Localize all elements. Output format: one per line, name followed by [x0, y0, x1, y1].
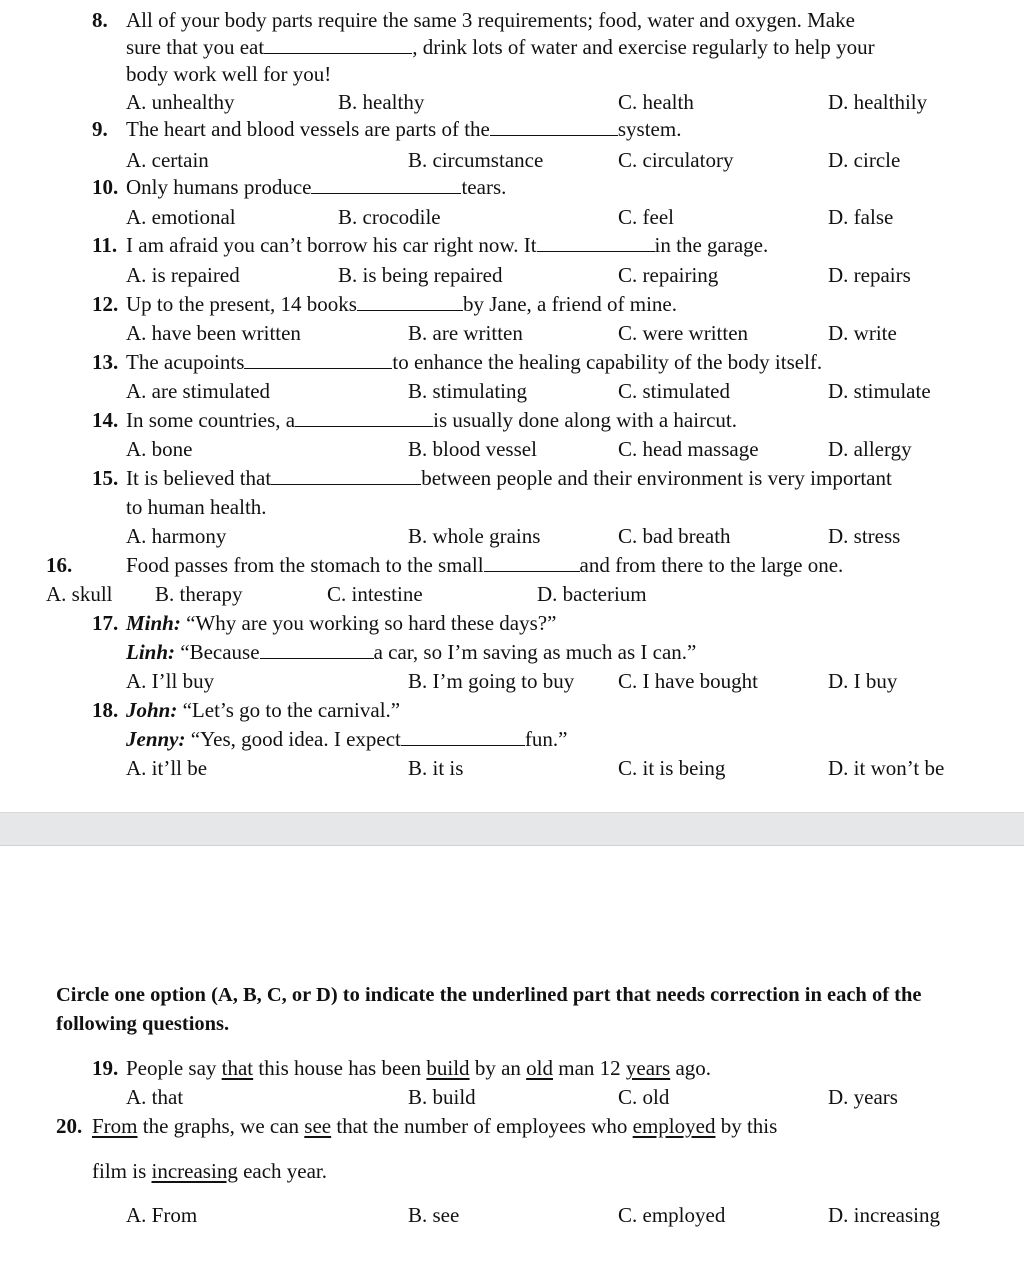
q15-number: 15. — [92, 466, 119, 490]
answer-blank[interactable] — [537, 233, 655, 252]
underlined-part: increasing — [151, 1159, 238, 1183]
q8-option-b[interactable]: B. healthy — [338, 90, 425, 114]
q8-number: 8. — [92, 8, 108, 32]
q14-option-a[interactable]: A. bone — [126, 437, 193, 461]
q17-line2: Linh: “Because a car, so I’m saving as much as I can.” — [126, 640, 697, 664]
answer-blank[interactable] — [295, 408, 433, 427]
answer-blank[interactable] — [357, 292, 463, 311]
q18-option-d[interactable]: D. it won’t be — [828, 756, 945, 780]
answer-blank[interactable] — [271, 466, 421, 485]
q14-option-b[interactable]: B. blood vessel — [408, 437, 537, 461]
q18-option-b[interactable]: B. it is — [408, 756, 464, 780]
q9-option-c[interactable]: C. circulatory — [618, 148, 734, 172]
q19-option-a[interactable]: A. that — [126, 1085, 184, 1109]
q8-option-d[interactable]: D. healthily — [828, 90, 928, 114]
q8-option-c[interactable]: C. health — [618, 90, 694, 114]
q14-number: 14. — [92, 408, 119, 432]
section-instruction: Circle one option (A, B, C, or D) to indicate the underlined part that needs correction in each of the following questions. — [56, 984, 922, 1035]
q14-option-d[interactable]: D. allergy — [828, 437, 912, 461]
q8-line1: All of your body parts require the same 3 requirements; food, water and oxygen. Make — [126, 8, 855, 32]
answer-blank[interactable] — [264, 35, 412, 54]
q8-line3: body work well for you! — [126, 62, 332, 86]
answer-blank[interactable] — [401, 727, 525, 746]
q13-option-c[interactable]: C. stimulated — [618, 379, 730, 403]
q18-option-a[interactable]: A. it’ll be — [126, 756, 208, 780]
q16-option-a[interactable]: A. skull — [46, 582, 113, 606]
underlined-part: employed — [632, 1114, 716, 1138]
q16-stem: Food passes from the stomach to the small and from there to the large one. — [126, 553, 844, 577]
q16-option-b[interactable]: B. therapy — [155, 582, 243, 606]
q14-option-c[interactable]: C. head massage — [618, 437, 759, 461]
q18-number: 18. — [92, 698, 119, 722]
q20-option-b[interactable]: B. see — [408, 1203, 460, 1227]
q13-stem: The acupoints to enhance the healing capability of the body itself. — [126, 350, 823, 374]
q15-stem: It is believed that between people and their environment is very important — [126, 466, 892, 490]
q15-option-a[interactable]: A. harmony — [126, 524, 227, 548]
q14-stem: In some countries, a is usually done along with a haircut. — [126, 408, 737, 432]
q10-option-b[interactable]: B. crocodile — [338, 205, 441, 229]
q12-option-c[interactable]: C. were written — [618, 321, 749, 345]
q20-number: 20. — [56, 1114, 83, 1138]
q13-option-a[interactable]: A. are stimulated — [126, 379, 271, 403]
q18-option-c[interactable]: C. it is being — [618, 756, 726, 780]
q17-number: 17. — [92, 611, 119, 635]
q9-option-b[interactable]: B. circumstance — [408, 148, 544, 172]
underlined-part: years — [625, 1056, 671, 1080]
q20-option-c[interactable]: C. employed — [618, 1203, 726, 1227]
q18-line1: John: “Let’s go to the carnival.” — [126, 698, 401, 722]
q15-option-d[interactable]: D. stress — [828, 524, 901, 548]
q19-option-d[interactable]: D. years — [828, 1085, 898, 1109]
q9-number: 9. — [92, 117, 108, 141]
underlined-part: old — [526, 1056, 553, 1080]
answer-blank[interactable] — [244, 350, 392, 369]
q20-option-d[interactable]: D. increasing — [828, 1203, 940, 1227]
q9-option-d[interactable]: D. circle — [828, 148, 901, 172]
underlined-part: From — [92, 1114, 138, 1138]
q11-number: 11. — [92, 233, 118, 257]
q13-option-b[interactable]: B. stimulating — [408, 379, 528, 403]
q11-option-d[interactable]: D. repairs — [828, 263, 911, 287]
q17-option-d[interactable]: D. I buy — [828, 669, 898, 693]
q9-stem: The heart and blood vessels are parts of the system. — [126, 117, 682, 141]
answer-blank[interactable] — [484, 553, 580, 572]
q16-option-c[interactable]: C. intestine — [327, 582, 423, 606]
q20-stem-cont: film is increasing each year. — [92, 1159, 328, 1183]
q19-option-b[interactable]: B. build — [408, 1085, 476, 1109]
underlined-part: that — [221, 1056, 254, 1080]
answer-blank[interactable] — [260, 640, 374, 659]
q19-option-c[interactable]: C. old — [618, 1085, 670, 1109]
q12-number: 12. — [92, 292, 119, 316]
q17-option-a[interactable]: A. I’ll buy — [126, 669, 215, 693]
q12-option-d[interactable]: D. write — [828, 321, 897, 345]
q11-option-a[interactable]: A. is repaired — [126, 263, 240, 287]
q17-line1: Minh: “Why are you working so hard these days?” — [126, 611, 557, 635]
q16-number: 16. — [46, 553, 73, 577]
q19-stem: People say that this house has been build by an old man 12 years ago. — [126, 1056, 712, 1080]
page-separator — [0, 812, 1024, 846]
q19-number: 19. — [92, 1056, 119, 1080]
q16-option-d[interactable]: D. bacterium — [537, 582, 647, 606]
q12-stem: Up to the present, 14 books by Jane, a friend of mine. — [126, 292, 677, 316]
answer-blank[interactable] — [490, 117, 618, 136]
q17-option-c[interactable]: C. I have bought — [618, 669, 758, 693]
q20-option-a[interactable]: A. From — [126, 1203, 198, 1227]
answer-blank[interactable] — [311, 175, 461, 194]
q10-stem: Only humans produce tears. — [126, 175, 507, 199]
q8-line2: sure that you eat , drink lots of water and exercise regularly to help your — [126, 35, 875, 59]
q17-option-b[interactable]: B. I’m going to buy — [408, 669, 575, 693]
q11-stem: I am afraid you can’t borrow his car right now. It in the garage. — [126, 233, 769, 257]
q20-stem: From the graphs, we can see that the number of employees who employed by this — [92, 1114, 778, 1138]
underlined-part: see — [304, 1114, 332, 1138]
q13-option-d[interactable]: D. stimulate — [828, 379, 931, 403]
q11-option-b[interactable]: B. is being repaired — [338, 263, 503, 287]
underlined-part: build — [426, 1056, 470, 1080]
q13-number: 13. — [92, 350, 119, 374]
q10-option-d[interactable]: D. false — [828, 205, 894, 229]
q10-number: 10. — [92, 175, 119, 199]
q12-option-a[interactable]: A. have been written — [126, 321, 301, 345]
q11-option-c[interactable]: C. repairing — [618, 263, 719, 287]
q15-stem-cont: to human health. — [126, 495, 267, 519]
q10-option-c[interactable]: C. feel — [618, 205, 674, 229]
q18-line2: Jenny: “Yes, good idea. I expect fun.” — [126, 727, 568, 751]
q15-option-b[interactable]: B. whole grains — [408, 524, 541, 548]
q12-option-b[interactable]: B. are written — [408, 321, 523, 345]
q15-option-c[interactable]: C. bad breath — [618, 524, 731, 548]
q10-option-a[interactable]: A. emotional — [126, 205, 236, 229]
q8-option-a[interactable]: A. unhealthy — [126, 90, 235, 114]
q9-option-a[interactable]: A. certain — [126, 148, 209, 172]
